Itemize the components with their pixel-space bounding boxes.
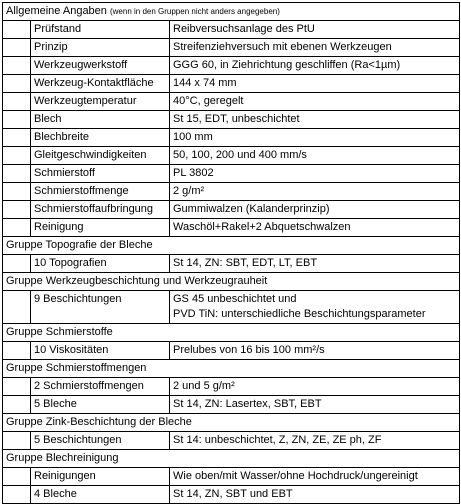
table-row [3,147,460,165]
table-row [3,219,460,237]
row-label: 10 Viskositäten [31,342,170,360]
row-label: Gleitgeschwindigkeiten [31,147,170,165]
indent-cell [3,93,31,111]
row-label: Reinigungen [31,468,170,486]
group-title: Gruppe Werkzeugbeschichtung und Werkzeugrauheit [3,273,460,291]
general-header-cell [3,3,460,21]
row-label: Schmierstoffaufbringung [31,201,170,219]
row-label: 10 Topografien [31,255,170,273]
table-row [3,57,460,75]
row-value: 50, 100, 200 und 400 mm/s [170,147,460,165]
row-value: Streifenziehversuch mit ebenen Werkzeugen [170,39,460,57]
row-value: Gummiwalzen (Kalanderprinzip) [170,201,460,219]
indent-cell [3,486,31,504]
table-row [3,165,460,183]
row-label: Schmierstoffmenge [31,183,170,201]
row-value: Prelubes von 16 bis 100 mm²/s [170,342,460,360]
row-value: Wie oben/mit Wasser/ohne Hochdruck/ungereinigt [170,468,460,486]
test-parameters-table [2,2,460,504]
general-header-row [3,3,460,21]
table-row [3,201,460,219]
row-label: 4 Bleche [31,486,170,504]
row-label: Werkzeugwerkstoff [31,57,170,75]
row-value: Reibversuchsanlage des PtU [170,21,460,39]
indent-cell [3,432,31,450]
row-value: 2 g/m² [170,183,460,201]
table-row [3,342,460,360]
group-title: Gruppe Topografie der Bleche [3,237,460,255]
group-header-row [3,414,460,432]
row-label: Werkzeugtemperatur [31,93,170,111]
indent-cell [3,468,31,486]
table-row [3,468,460,486]
general-header-title: Allgemeine Angaben [6,5,107,17]
row-label: Schmierstoff [31,165,170,183]
row-label: Prinzip [31,39,170,57]
indent-cell [3,111,31,129]
table-row [3,486,460,504]
indent-cell [3,291,31,324]
group-header-row [3,324,460,342]
row-value-line: PVD TiN: unterschiedliche Beschichtungsparameter [173,308,426,320]
indent-cell [3,129,31,147]
table-row [3,291,460,324]
table-row [3,183,460,201]
indent-cell [3,201,31,219]
table-row [3,93,460,111]
row-label: Blechbreite [31,129,170,147]
table-row [3,378,460,396]
table-row [3,111,460,129]
indent-cell [3,219,31,237]
row-value-line: GS 45 unbeschichtet und [173,293,297,305]
row-label: Prüfstand [31,21,170,39]
group-title: Gruppe Schmierstoffe [3,324,460,342]
table-row [3,396,460,414]
indent-cell [3,57,31,75]
row-value: St 14, ZN, SBT und EBT [170,486,460,504]
indent-cell [3,21,31,39]
group-header-row [3,237,460,255]
general-header-note: (wenn in den Gruppen nicht anders angegeben) [109,7,280,16]
row-value: Waschöl+Rakel+2 Abquetschwalzen [170,219,460,237]
row-label: 5 Bleche [31,396,170,414]
table-row [3,39,460,57]
group-header-row [3,273,460,291]
indent-cell [3,75,31,93]
group-header-row [3,450,460,468]
row-value: St 14, ZN: Lasertex, SBT, EBT [170,396,460,414]
row-value: 2 und 5 g/m² [170,378,460,396]
row-value: St 15, EDT, unbeschichtet [170,111,460,129]
row-label: 9 Beschichtungen [31,291,170,324]
group-title: Gruppe Schmierstoffmengen [3,360,460,378]
indent-cell [3,165,31,183]
row-value: GGG 60, in Ziehrichtung geschliffen (Ra<1µm) [170,57,460,75]
row-value: St 14: unbeschichtet, Z, ZN, ZE, ZE ph, ZF [170,432,460,450]
indent-cell [3,342,31,360]
indent-cell [3,183,31,201]
row-value: 100 mm [170,129,460,147]
group-title: Gruppe Blechreinigung [3,450,460,468]
table-row [3,432,460,450]
indent-cell [3,147,31,165]
row-value-multiline [170,291,460,324]
row-label: 2 Schmierstoffmengen [31,378,170,396]
indent-cell [3,39,31,57]
row-label: Blech [31,111,170,129]
row-value: PL 3802 [170,165,460,183]
indent-cell [3,255,31,273]
group-header-row [3,360,460,378]
table-row [3,255,460,273]
indent-cell [3,396,31,414]
row-value: 40°C, geregelt [170,93,460,111]
row-label: Reinigung [31,219,170,237]
table-row [3,21,460,39]
row-label: 5 Beschichtungen [31,432,170,450]
row-label: Werkzeug-Kontaktfläche [31,75,170,93]
group-title: Gruppe Zink-Beschichtung der Bleche [3,414,460,432]
row-value: 144 x 74 mm [170,75,460,93]
indent-cell [3,378,31,396]
table-row [3,129,460,147]
table-row [3,75,460,93]
row-value: St 14, ZN: SBT, EDT, LT, EBT [170,255,460,273]
